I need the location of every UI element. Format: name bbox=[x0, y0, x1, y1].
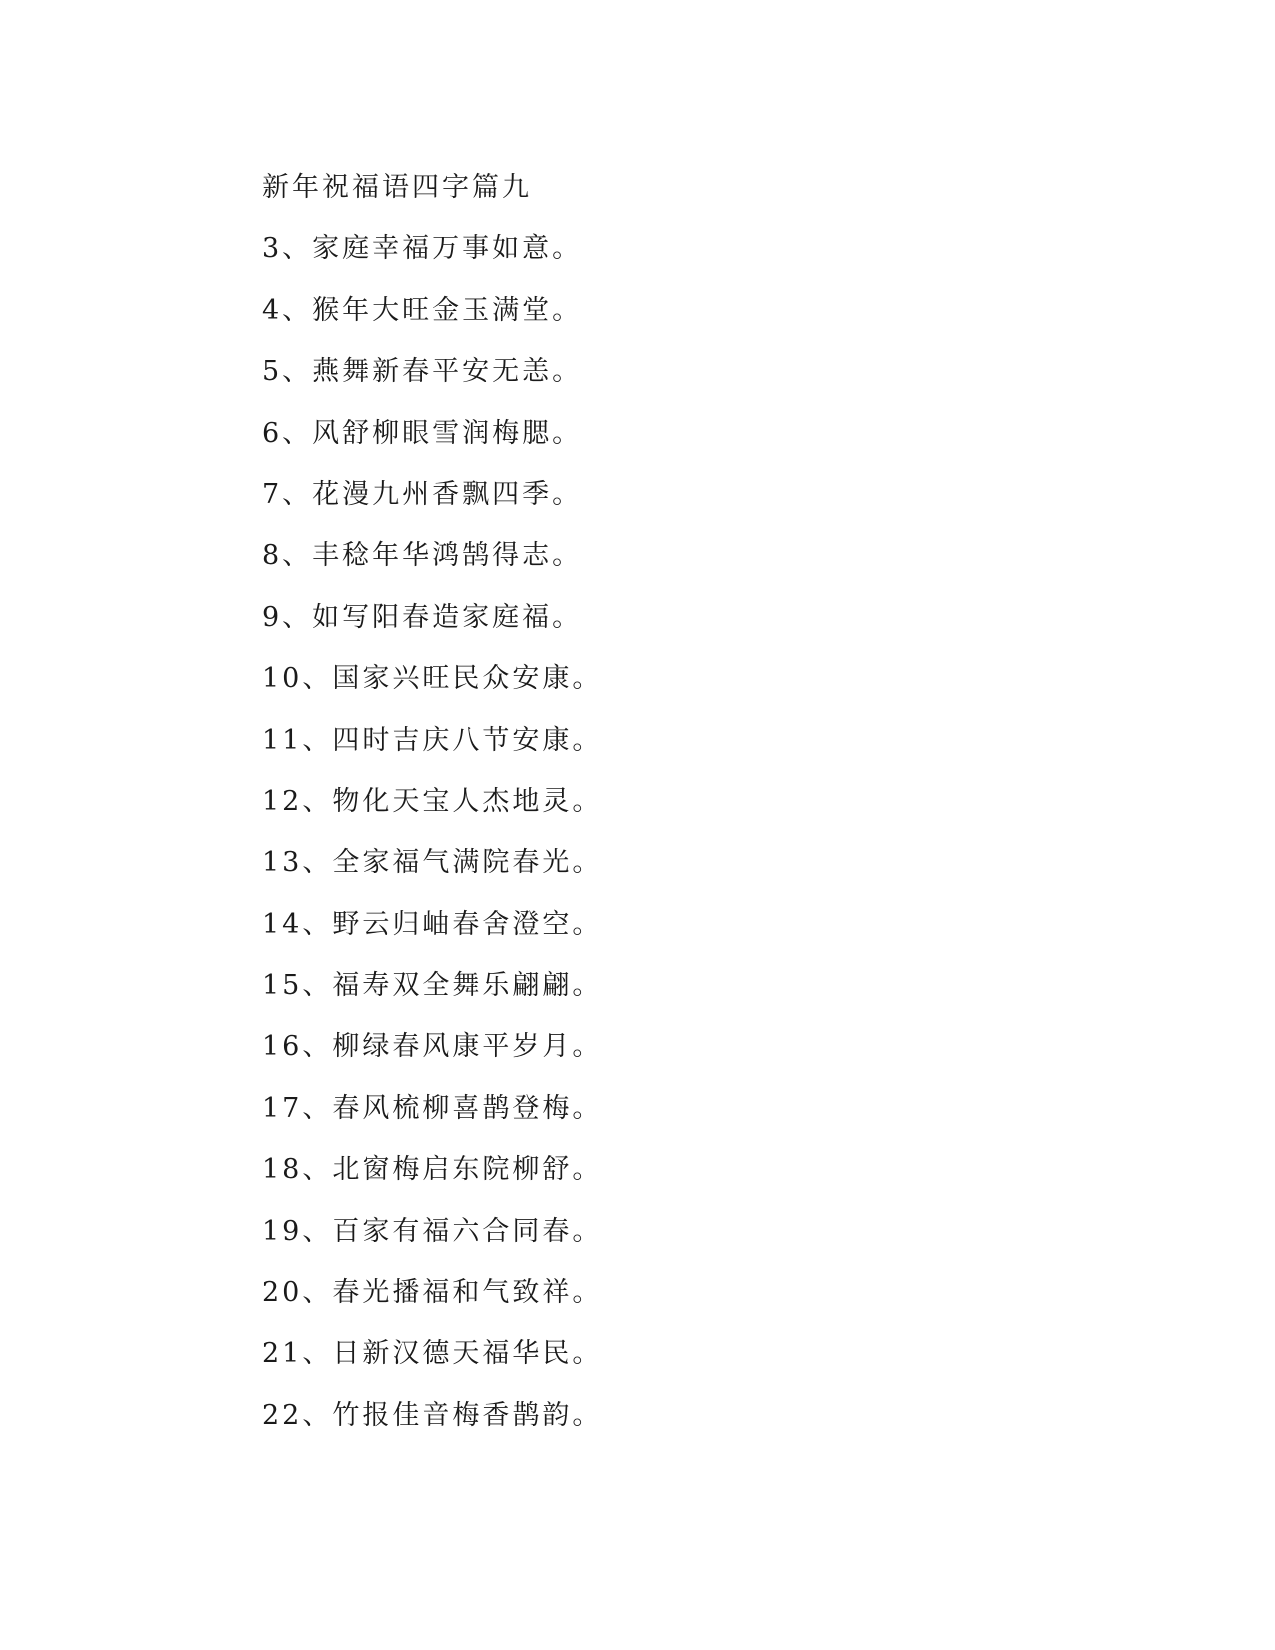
list-item: 21、日新汉德天福华民。 bbox=[262, 1338, 603, 1370]
list-item: 13、全家福气满院春光。 bbox=[262, 847, 603, 879]
list-item: 19、百家有福六合同春。 bbox=[262, 1215, 603, 1247]
list-item: 14、野云归岫春舍澄空。 bbox=[262, 908, 603, 940]
list-item: 9、如写阳春造家庭福。 bbox=[262, 601, 583, 633]
list-item: 16、柳绿春风康平岁月。 bbox=[262, 1031, 603, 1063]
list-item: 12、物化天宝人杰地灵。 bbox=[262, 785, 603, 817]
list-item: 7、花漫九州香飘四季。 bbox=[262, 478, 583, 510]
list-item: 8、丰稔年华鸿鹄得志。 bbox=[262, 540, 583, 572]
document-body bbox=[262, 166, 1022, 1455]
list-item: 4、猴年大旺金玉满堂。 bbox=[262, 294, 583, 326]
list-item: 11、四时吉庆八节安康。 bbox=[262, 724, 603, 756]
section-title: 新年祝福语四字篇九 bbox=[262, 172, 532, 203]
list-item: 18、北窗梅启东院柳舒。 bbox=[262, 1154, 603, 1186]
list-item: 5、燕舞新春平安无恙。 bbox=[262, 356, 583, 388]
list-item: 20、春光播福和气致祥。 bbox=[262, 1277, 603, 1309]
list-item: 3、家庭幸福万事如意。 bbox=[262, 233, 583, 265]
list-item: 22、竹报佳音梅香鹊韵。 bbox=[262, 1399, 603, 1431]
list-item: 17、春风梳柳喜鹊登梅。 bbox=[262, 1092, 603, 1124]
list-item: 6、风舒柳眼雪润梅腮。 bbox=[262, 417, 583, 449]
list-item: 15、福寿双全舞乐翩翩。 bbox=[262, 970, 603, 1002]
list-item: 10、国家兴旺民众安康。 bbox=[262, 663, 603, 695]
